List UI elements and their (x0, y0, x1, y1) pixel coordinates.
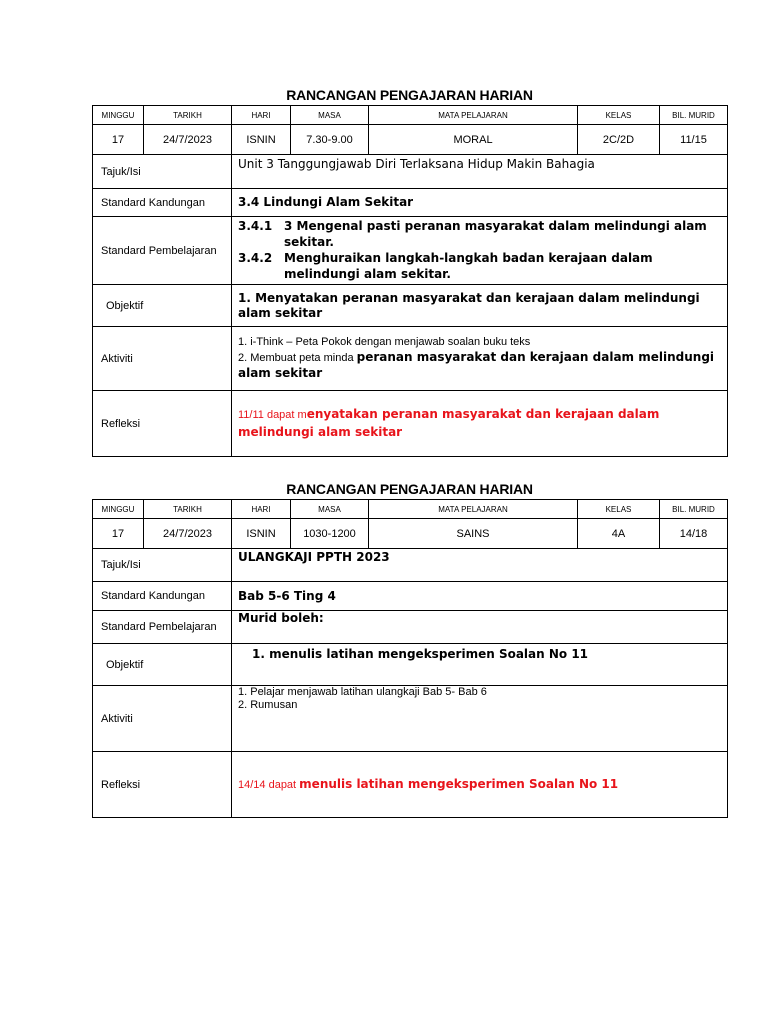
label-tajuk: Tajuk/Isi (93, 155, 232, 189)
value-minggu: 17 (93, 125, 144, 155)
value-mata-pelajaran: MORAL (369, 125, 578, 155)
row-standard-kandungan (93, 582, 728, 611)
objektif-text: 1. Menyatakan peranan masyarakat dan kerajaan dalam melindungi alam sekitar (232, 285, 728, 327)
refleksi-content (232, 752, 728, 818)
aktiviti-content (232, 327, 728, 391)
label-refleksi: Refleksi (93, 752, 232, 818)
header-masa: MASA (291, 500, 369, 519)
plan-title: RANCANGAN PENGAJARAN HARIAN (286, 481, 533, 497)
label-standard-pembelajaran: Standard Pembelajaran (93, 217, 232, 285)
refleksi-prefix: 11/11 dapat m (238, 408, 307, 421)
standard-pembelajaran-list (232, 217, 728, 285)
label-objektif: Objektif (93, 644, 232, 686)
label-standard-kandungan: Standard Kandungan (93, 189, 232, 217)
header-mata-pelajaran: MATA PELAJARAN (369, 500, 578, 519)
lesson-plan-sains (92, 479, 727, 818)
standard-pembelajaran-text: Murid boleh: (232, 611, 728, 644)
row-refleksi (93, 391, 728, 457)
lesson-plan-moral (92, 85, 727, 457)
value-tarikh: 24/7/2023 (144, 125, 232, 155)
header-hari: HARI (232, 500, 291, 519)
sp-code: 3.4.1 (238, 219, 273, 233)
row-standard-pembelajaran (93, 217, 728, 285)
value-bil-murid: 11/15 (660, 125, 728, 155)
header-kelas: KELAS (578, 106, 660, 125)
label-aktiviti: Aktiviti (93, 686, 232, 752)
value-hari: ISNIN (232, 519, 291, 549)
sp-text: 3 Mengenal pasti peranan masyarakat dalam melindungi alam sekitar. (284, 219, 707, 249)
label-refleksi: Refleksi (93, 391, 232, 457)
refleksi-text: enyatakan peranan masyarakat dan kerajaan dalam melindungi alam sekitar (238, 406, 660, 439)
sp-item (238, 218, 721, 250)
values-row (93, 519, 728, 549)
sp-text: Menghuraikan langkah-langkah badan kerajaan dalam melindungi alam sekitar. (284, 251, 653, 281)
aktiviti-line-1: 1. Pelajar menjawab latihan ulangkaji Bab 5- Bab 6 (238, 686, 487, 698)
plan-table (92, 499, 728, 818)
value-tarikh: 24/7/2023 (144, 519, 232, 549)
header-bil-murid: BIL. MURID (660, 106, 728, 125)
value-minggu: 17 (93, 519, 144, 549)
tajuk-text: ULANGKAJI PPTH 2023 (232, 549, 728, 582)
header-bil-murid: BIL. MURID (660, 500, 728, 519)
refleksi-prefix: 14/14 dapat (238, 778, 300, 791)
sp-code: 3.4.2 (238, 251, 273, 265)
header-row (93, 500, 728, 519)
value-bil-murid: 14/18 (660, 519, 728, 549)
aktiviti-line-1: 1. i-Think – Peta Pokok dengan menjawab soalan buku teks (238, 336, 531, 348)
row-objektif (93, 644, 728, 686)
aktiviti-line-2: 2. Rumusan (238, 699, 298, 711)
value-hari: ISNIN (232, 125, 291, 155)
row-standard-kandungan (93, 189, 728, 217)
value-kelas: 4A (578, 519, 660, 549)
plan-title: RANCANGAN PENGAJARAN HARIAN (286, 87, 533, 103)
row-standard-pembelajaran (93, 611, 728, 644)
aktiviti-line-2 (238, 350, 721, 382)
header-minggu: MINGGU (93, 500, 144, 519)
tajuk-text: Unit 3 Tanggungjawab Diri Terlaksana Hidup Makin Bahagia (232, 155, 728, 189)
header-tarikh: TARIKH (144, 106, 232, 125)
header-row (93, 106, 728, 125)
standard-kandungan-text: Bab 5-6 Ting 4 (232, 582, 728, 611)
header-masa: MASA (291, 106, 369, 125)
value-masa: 7.30-9.00 (291, 125, 369, 155)
refleksi-content (232, 391, 728, 457)
aktiviti-content (232, 686, 728, 752)
header-kelas: KELAS (578, 500, 660, 519)
row-refleksi (93, 752, 728, 818)
label-tajuk: Tajuk/Isi (93, 549, 232, 582)
refleksi-text: menulis latihan mengeksperimen Soalan No 11 (299, 776, 619, 791)
sp-item (238, 250, 721, 282)
label-standard-pembelajaran: Standard Pembelajaran (93, 611, 232, 644)
label-standard-kandungan: Standard Kandungan (93, 582, 232, 611)
values-row (93, 125, 728, 155)
row-aktiviti (93, 686, 728, 752)
label-objektif: Objektif (93, 285, 232, 327)
objektif-text: 1. menulis latihan mengeksperimen Soalan No 11 (232, 644, 728, 686)
header-mata-pelajaran: MATA PELAJARAN (369, 106, 578, 125)
row-objektif (93, 285, 728, 327)
standard-kandungan-text: 3.4 Lindungi Alam Sekitar (232, 189, 728, 217)
header-tarikh: TARIKH (144, 500, 232, 519)
plan-table (92, 105, 728, 457)
header-hari: HARI (232, 106, 291, 125)
value-kelas: 2C/2D (578, 125, 660, 155)
aktiviti-line-2-bold: peranan masyarakat dan kerajaan dalam melindungi alam sekitar (238, 350, 715, 380)
value-mata-pelajaran: SAINS (369, 519, 578, 549)
aktiviti-line-2-prefix: 2. Membuat peta minda (238, 352, 357, 364)
header-minggu: MINGGU (93, 106, 144, 125)
label-aktiviti: Aktiviti (93, 327, 232, 391)
row-tajuk (93, 549, 728, 582)
row-aktiviti (93, 327, 728, 391)
row-tajuk (93, 155, 728, 189)
value-masa: 1030-1200 (291, 519, 369, 549)
